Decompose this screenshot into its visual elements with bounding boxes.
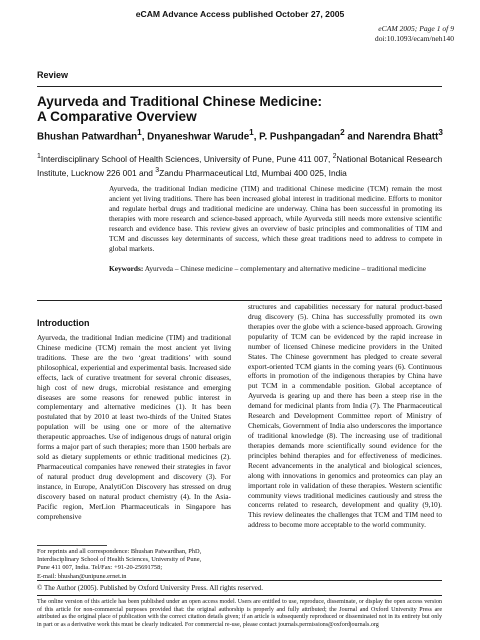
author-affil-sup: 3: [438, 128, 443, 137]
affil-sup: 1: [37, 153, 41, 160]
affil-text: National Botanical Research Institute, Lucknow 226 001 and: [37, 153, 443, 178]
intro-left-column: Ayurveda, the traditional Indian medicine (TIM) and traditional Chinese medicine (TCM) remain the most ancient yet living traditions. These are the two ‘great traditions’ with sound philosophical, experiential and experimental basis. Increased side effects, lack of curative treatment for several chronic diseases, high cost of new drugs, microbial resistance and emerging diseases are some reasons for renewed public interest in complementary and alternative medicines (1). It has been postulated that by 2010 at least two-thirds of the United States population will be using one or more of the alternative therapeutic approaches. Use of indigenous drugs of natural origin forms a major part of such therapies; more than 1500 herbals are sold as dietary supplements or ethnic traditional medicines (2). Pharmaceutical companies have renewed their strategies in favor of natural product drug development and discovery (3). For instance, in Europe, AnalytiCon Discovery has stressed on drug discovery based on natural product chemistry (4). In the Asia-Pacific region, MerLion Pharmaceuticals in Singapore has comprehensive: [37, 333, 231, 521]
keywords-text: Ayurveda – Chinese medicine – complementary and alternative medicine – traditional medicine: [144, 264, 427, 273]
author-sep: and: [344, 131, 368, 143]
abstract-text: Ayurveda, the traditional Indian medicine (TIM) and traditional Chinese medicine (TCM) remain the most ancient yet living traditions. There has been increased global interest in traditional medicine. Efforts to monitor and regulate herbal drugs and traditional medicine are underway. China has been successful in promoting its therapies with more research and science-based approach, while Ayurveda still needs more extensive scientific research and evidence base. This review gives an overview of basic principles and commonalities of TIM and TCM and discusses key determinants of success, which these great traditions need to address to compete in global markets.: [109, 184, 442, 253]
affil-sup: 2: [332, 153, 337, 160]
title-line-2: A Comparative Overview: [37, 109, 197, 124]
abstract-divider: [37, 300, 442, 301]
copyright-divider: [37, 580, 442, 581]
intro-heading: Introduction: [37, 318, 90, 328]
affiliations: [37, 151, 457, 179]
open-access-license: The online version of this article has been published under an open access model. Users are entitled to use, reproduce, disseminate, or display the open access version of this article for non-commercial purposes provided that: the original authorship is properly and fully attributed; the Journal and Oxford University Press are attributed as the original place of publication with the correct citation details given; if an article is subsequently reproduced or disseminated not in its entirety but only in part or as a derivative work this must be clearly indicated. For commercial re-use, please contact journals.permissions@oxfordjournals.org: [37, 599, 442, 629]
doi: doi:10.1093/ecam/neh140: [374, 34, 454, 43]
author-name: Narendra Bhatt: [367, 131, 439, 143]
author-name: P. Pushpangadan: [259, 131, 341, 143]
correspondence-footnote: [37, 548, 231, 581]
journal-page: eCAM 2005; Page 1 of 9: [378, 24, 454, 33]
article-title: [37, 94, 442, 124]
footnote-line: For reprints and all correspondence: Bhushan Patwardhan, PhD,: [37, 548, 202, 555]
footnote-divider: [37, 545, 107, 546]
author-list: [37, 128, 457, 142]
keywords-label: Keywords:: [109, 264, 144, 273]
author-affil-sup: 2: [340, 128, 345, 137]
affil-text: Zandu Pharmaceutical Ltd, Mumbai 400 025, India: [159, 167, 347, 178]
title-line-1: Ayurveda and Traditional Chinese Medicine:: [37, 94, 323, 109]
intro-right-column: structures and capabilities necessary for natural product-based drug discovery (5). China has successfully promoted its own therapies over the globe with a science-based approach. Growing popularity of TCM can be evidenced by the rapid increase in number of licensed Chinese medicine providers in the United States. The Chinese government has pledged to create several export-oriented TCM giants in the coming years (6). Continuous efforts in promotion of the indigenous therapies by China have put TCM in a commendable position. Global acceptance of Ayurveda is gearing up and there has been a steep rise in the demand for medicinal plants from India (7). The Pharmaceutical Research and Development Committee report of Ministry of Chemicals, Government of India also underscores the importance of traditional knowledge (8). The increasing use of traditional therapies demands more scientifically sound evidence for the principles behind therapies and for effectiveness of medicines. Recent advancements in the analytical and biological sciences, along with innovations in genomics and proteomics can play an important role in validation of these therapies. Western scientific community views traditional medicines cautiously and stress the concerns related to research, development and quality (9,10). This review delineates the challenges that TCM and TIM need to address to become more acceptable to the world community.: [248, 302, 442, 530]
author-sep: ,: [141, 131, 148, 143]
copyright-notice: © The Author (2005). Published by Oxford University Press. All rights reserved.: [37, 584, 264, 592]
keywords: [109, 264, 442, 274]
footnote-line: Pune 411 007, India. Tel/Fax: +91-20-25691758;: [37, 564, 163, 572]
author-sep: ,: [253, 131, 260, 143]
header-divider: [37, 86, 442, 87]
affil-sup: 3: [155, 166, 160, 174]
advance-access-banner: eCAM Advance Access published October 27, 2005: [135, 9, 345, 19]
license-divider: [37, 595, 442, 596]
footnote-email: E-mail: bhushan@unipune.ernet.in: [37, 572, 127, 580]
author-name: Dnyaneshwar Warude: [147, 131, 250, 143]
affil-text: Interdisciplinary School of Health Sciences, University of Pune, Pune 411 007,: [40, 153, 333, 164]
author-affil-sup: 1: [137, 128, 142, 137]
section-label: Review: [37, 70, 69, 80]
author-name: Bhushan Patwardhan: [37, 131, 138, 143]
journal-meta: [375, 24, 454, 44]
author-affil-sup: 1: [249, 128, 254, 137]
footnote-line: Interdisciplinary School of Health Sciences, University of Pune,: [37, 556, 202, 564]
